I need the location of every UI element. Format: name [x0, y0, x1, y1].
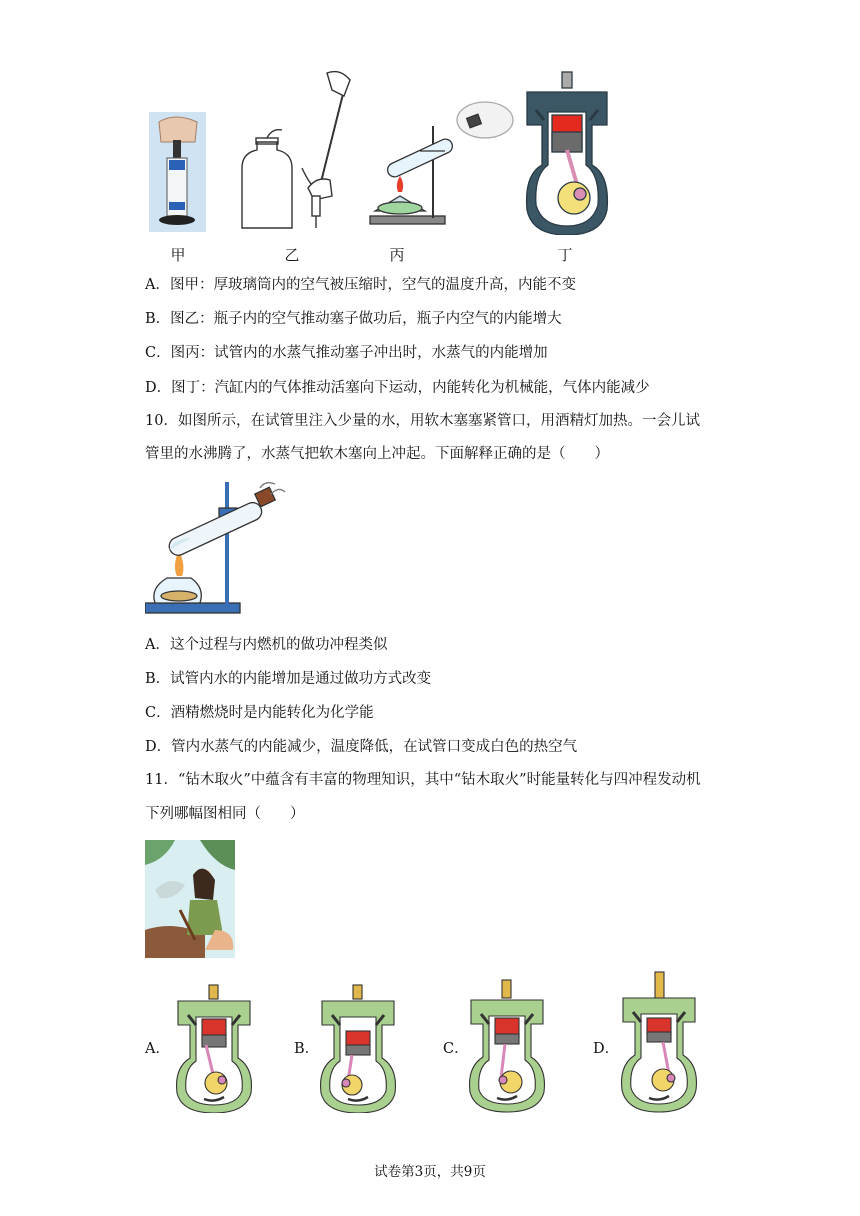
figure-bing	[365, 96, 515, 231]
q10-option-a: A．这个过程与内燃机的做功冲程类似	[145, 637, 388, 653]
q10-option-b: B．试管内水的内能增加是通过做功方式改变	[145, 671, 432, 687]
q11-stem-line2: 下列哪幅图相同（ ）	[145, 806, 305, 822]
q9-option-a: A．图甲：厚玻璃筒内的空气被压缩时，空气的温度升高，内能不变	[145, 277, 576, 293]
figure-jia	[145, 112, 210, 232]
q11-option-b-engine-diagram	[318, 983, 398, 1113]
caption-jia: 甲	[170, 246, 186, 264]
q11-option-a-label: A．	[145, 1041, 170, 1057]
q10-stem-line1: 10．如图所示，在试管里注入少量的水，用软木塞塞紧管口，用酒精灯加热。一会儿试	[145, 413, 700, 429]
caption-yi: 乙	[284, 246, 300, 264]
q11-stem-line1: 11．“钻木取火”中蕴含有丰富的物理知识，其中“钻木取火”时能量转化与四冲程发动机	[145, 772, 701, 788]
q10-option-d: D．管内水蒸气的内能减少，温度降低，在试管口变成白色的热空气	[145, 739, 578, 755]
q10-option-c: C．酒精燃烧时是内能转化为化学能	[145, 705, 374, 721]
q11-figure-drilling-wood	[145, 840, 235, 958]
q11-option-b-label: B．	[294, 1041, 320, 1057]
caption-ding: 丁	[557, 246, 573, 264]
q11-option-d-label: D．	[593, 1041, 620, 1057]
figure-yi	[232, 68, 357, 233]
page-footer: 试卷第3页，共9页	[374, 1164, 486, 1180]
q10-stem-line2: 管里的水沸腾了，水蒸气把软木塞向上冲起。下面解释正确的是（ ）	[145, 446, 609, 462]
q9-option-d: D．图丁：汽缸内的气体推动活塞向下运动，内能转化为机械能，气体内能减少	[145, 380, 650, 396]
q10-figure-test-tube	[145, 478, 290, 616]
q11-option-c-label: C．	[443, 1041, 469, 1057]
q11-option-a-engine-diagram	[174, 983, 254, 1113]
q9-option-b: B．图乙：瓶子内的空气推动塞子做功后，瓶子内空气的内能增大	[145, 311, 562, 327]
figure-ding	[522, 70, 612, 235]
q11-option-d-engine-diagram	[619, 970, 699, 1113]
q11-option-c-engine-diagram	[467, 978, 547, 1113]
caption-bing: 丙	[389, 246, 405, 264]
q9-option-c: C．图丙：试管内的水蒸气推动塞子冲出时，水蒸气的内能增加	[145, 345, 548, 361]
